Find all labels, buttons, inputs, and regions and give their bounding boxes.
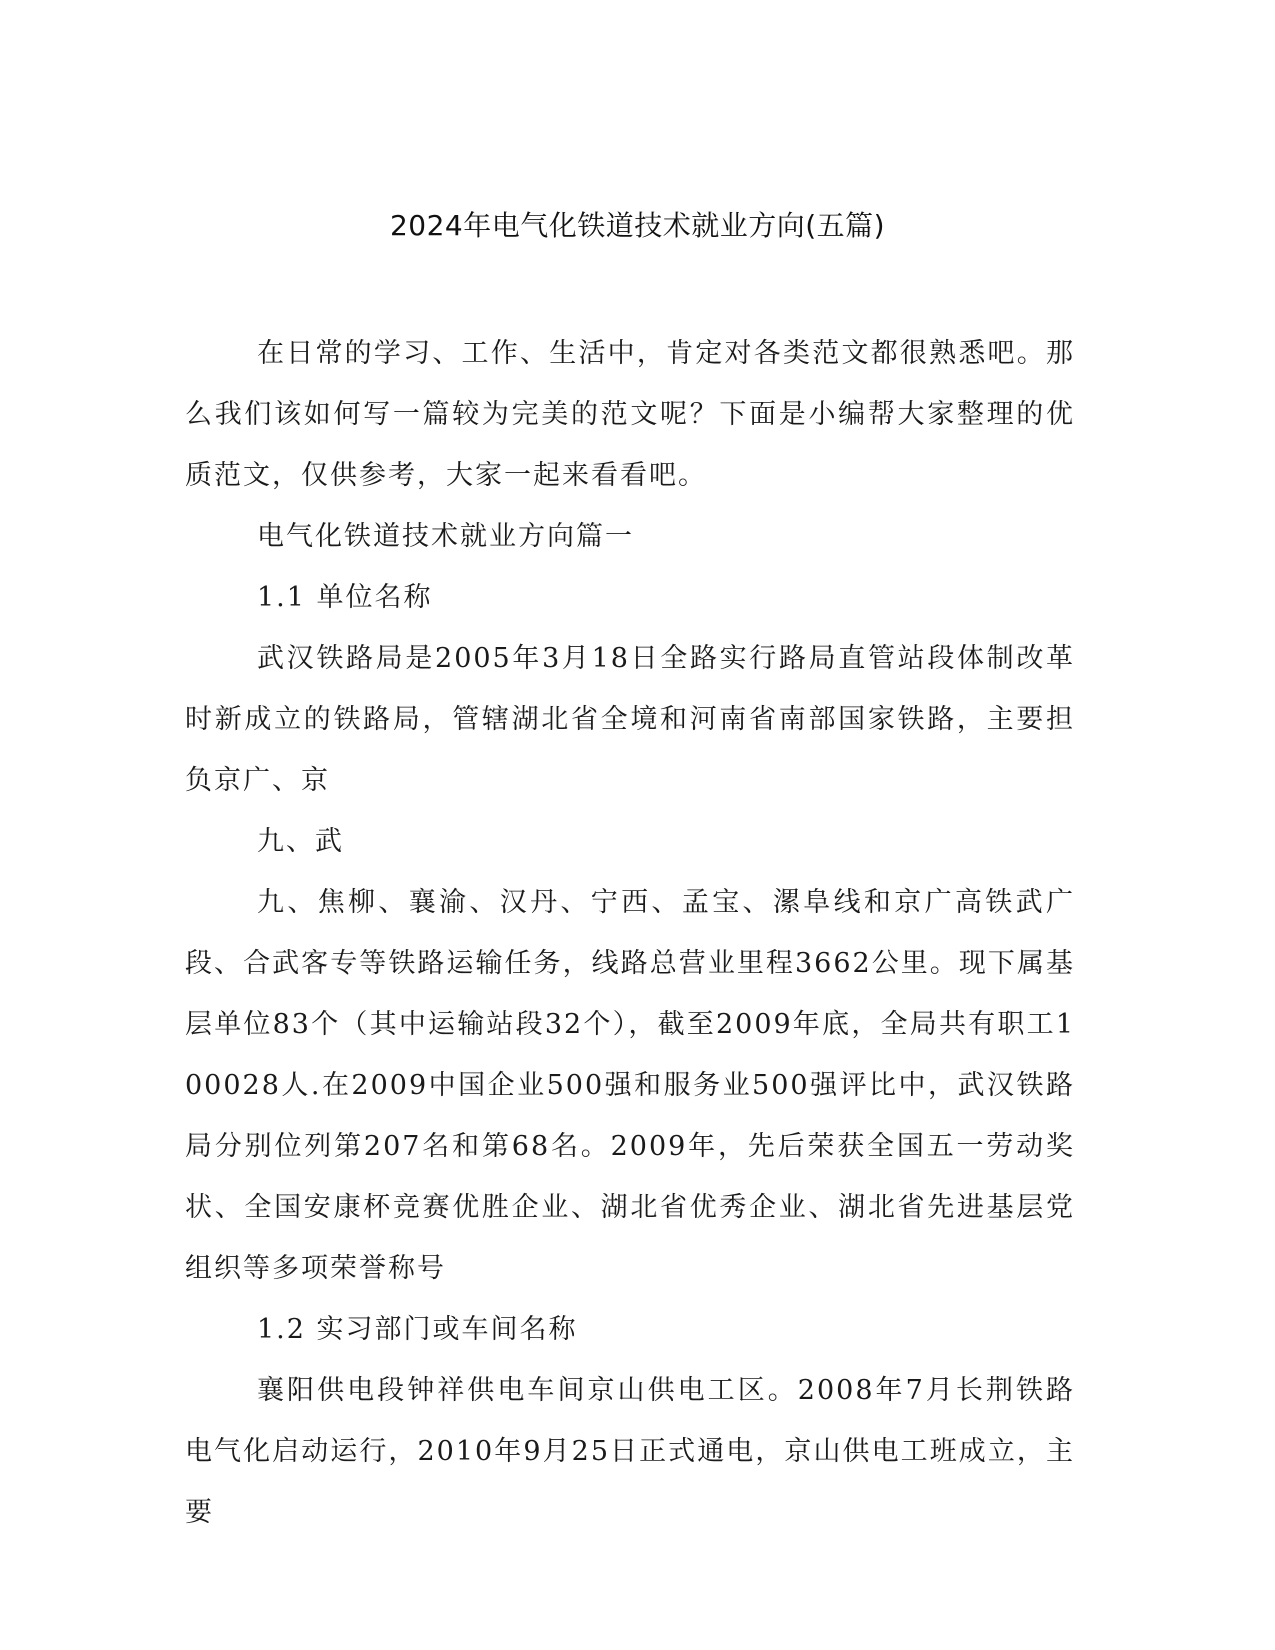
paragraph-bureau-intro: 武汉铁路局是2005年3月18日全路实行路局直管站段体制改革时新成立的铁路局，管辖湖北省全境和河南省南部国家铁路，主要担负京广、京 [185, 643, 1075, 796]
section-heading-part-one: 电气化铁道技术就业方向篇一 [257, 521, 634, 552]
paragraph-internship-details: 襄阳供电段钟祥供电车间京山供电工区。2008年7月长荆铁路电气化启动运行，2010年9月25日正式通电，京山供电工班成立，主要 [185, 1375, 1075, 1528]
paragraph-fragment: 九、武 [257, 826, 344, 857]
subheading-internship-department: 1.2 实习部门或车间名称 [257, 1314, 578, 1345]
document-body [185, 323, 1075, 1543]
paragraph-bureau-details: 九、焦柳、襄渝、汉丹、宁西、孟宝、漯阜线和京广高铁武广段、合武客专等铁路运输任务，线路总营业里程3662公里。现下属基层单位83个（其中运输站段32个），截至2009年底，全局共有职工100028人.在2009中国企业500强和服务业500强评比中，武汉铁路局分别位列第207名和第68名。2009年，先后荣获全国五一劳动奖状、全国安康杯竞赛优胜企业、湖北省优秀企业、湖北省先进基层党组织等多项荣誉称号 [185, 887, 1075, 1284]
intro-paragraph: 在日常的学习、工作、生活中，肯定对各类范文都很熟悉吧。那么我们该如何写一篇较为完美的范文呢？下面是小编帮大家整理的优质范文，仅供参考，大家一起来看看吧。 [185, 338, 1075, 491]
subheading-unit-name: 1.1 单位名称 [257, 582, 433, 613]
document-title: 2024年电气化铁道技术就业方向(五篇) [389, 209, 886, 242]
